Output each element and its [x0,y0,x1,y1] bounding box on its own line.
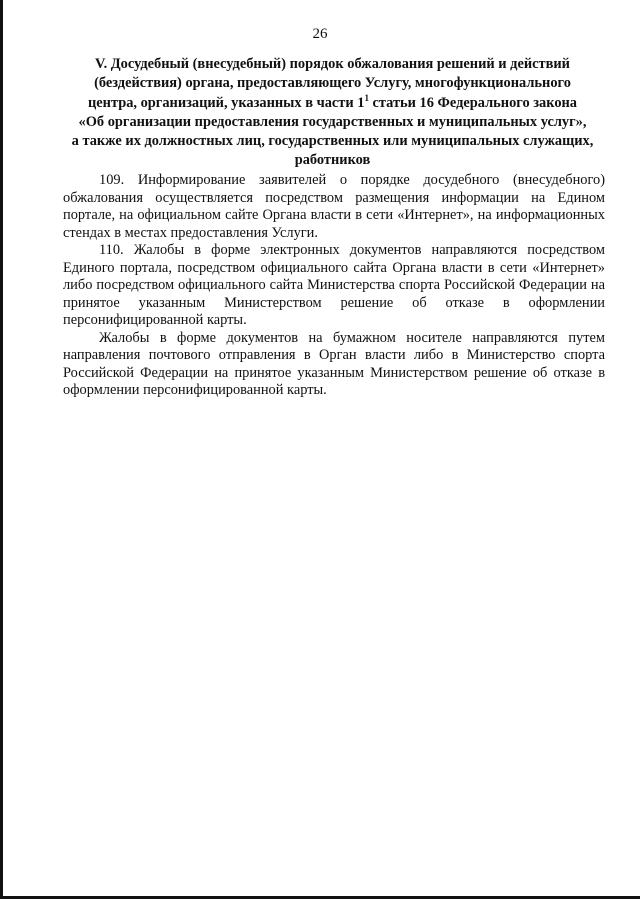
heading-line-4: «Об организации предоставления государственных и муниципальных услуг», [78,113,587,130]
scan-border-left [0,0,3,899]
heading-superscript: 1 [364,92,369,103]
heading-line-1: V. Досудебный (внесудебный) порядок обжалования решений и действий [95,56,570,72]
heading-line-5: а также их должностных лиц, государственных или муниципальных служащих, [71,133,594,150]
heading-line-3-start: центра, организаций, указанных в части 1 [87,94,365,111]
paragraph-109: 109. Информирование заявителей о порядке досудебного (внесудебного) обжалования осуществляется посредством размещения информации на Едином портале, на официальном сайте Органа власти в сети «Интернет», на информационных стендах в местах предоставления Услуги. [63,172,605,241]
paragraph-110: 110. Жалобы в форме электронных документов направляются посредством Единого портала, посредством официального сайта Органа власти в сети «Интернет» либо посредством официального сайта Министерства спорта Российской Федерации на принятое указанным Министерством решение об отказе в оформлении персонифицированной карты. [63,242,605,328]
paragraph-paper-complaints: Жалобы в форме документов на бумажном носителе направляются путем направления почтового отправления в Орган власти либо в Министерство спорта Российской Федерации на принятое указанным Министерством решение об отказе в оформлении персонифицированной карты. [63,329,605,398]
heading-line-3-end: статьи 16 Федерального закона [368,94,577,111]
heading-line-3 [55,94,610,113]
page-number: 26 [312,26,328,42]
heading-line-2: (бездействия) органа, предоставляющего Услугу, многофункционального [94,75,571,92]
heading-line-6: работников [294,152,371,169]
section-heading [55,55,610,171]
document-body [63,172,605,400]
